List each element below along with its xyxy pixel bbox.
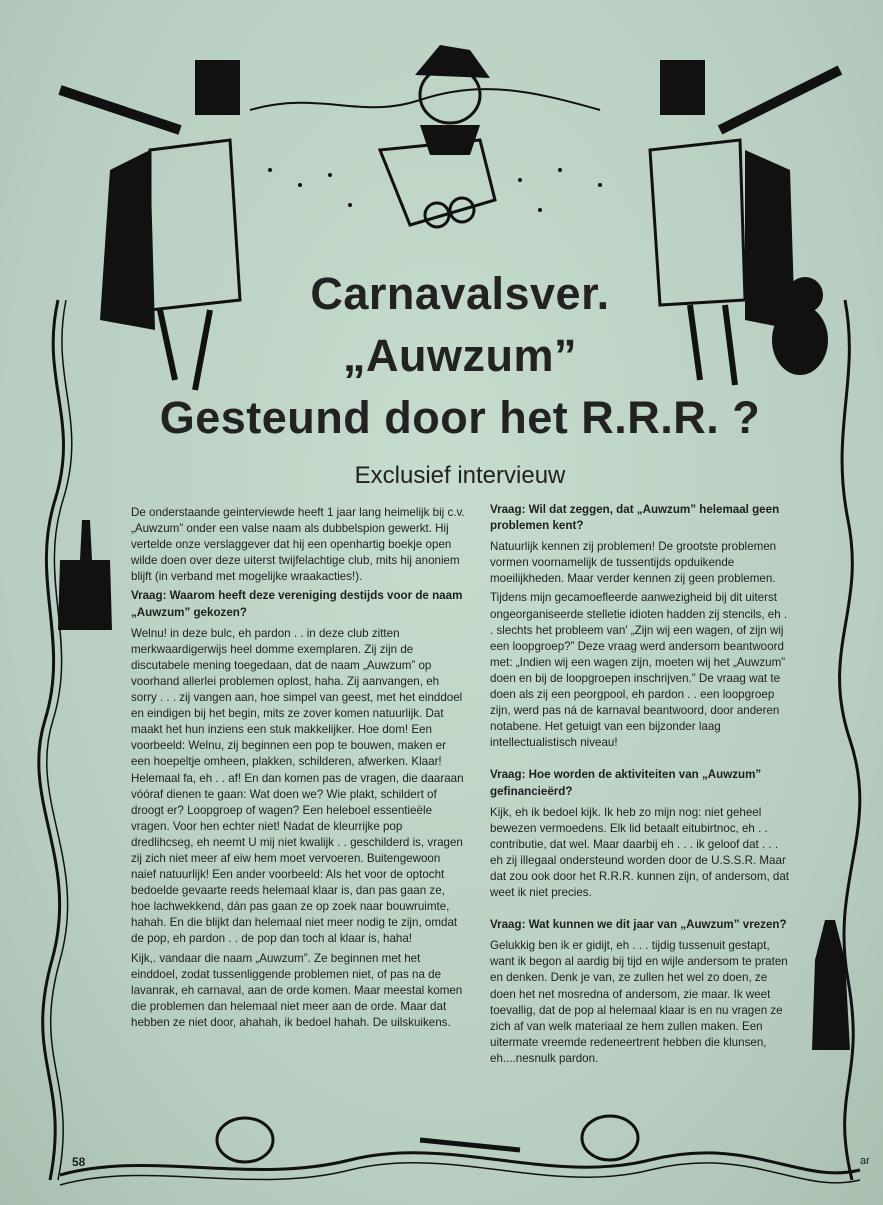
answer-3: Kijk, eh ik bedoel kijk. Ik heb zo mijn nog: niet geheel bewezen vermoedens. Elk lid betaalt eitubirtnoc, eh . . contributie, dat wel. Maar daarbij eh . . . ik geloof dat . . . eh zij illegaal ondersteund worden door de U.S.S.R. Maar dat zou ook door het R.R.R. kunnen zijn, of andersom, dat weet ik niet precies. xyxy=(490,805,790,900)
mask-icons xyxy=(217,1116,638,1162)
question-4: Vraag: Wat kunnen we dit jaar van „Auwzum” vrezen? xyxy=(490,918,787,932)
footer-fragment: ar xyxy=(860,1155,870,1167)
answer-1-continued: Kijk,. vandaar die naam „Auwzum”. Ze beginnen met het einddoel, zodat tussenliggende problemen niet, of pas na de lavanrak, eh carnaval, aan de orde komen. Maar meestal komen die problemen dan helemaal niet meer aan de orde. Maar dat hebben ze niet door, ahahah, ik bedoel hahah. De uilskuikens. xyxy=(131,951,463,1029)
intro-paragraph: De onderstaande geinterviewde heeft 1 jaar lang heimelijk bij c.v. „Auwzum” onder een valse naam als dubbelspion gewerkt. Hij vertelde onze verslaggever dat hij een openhartig boekje open wilde doen over deze uiterst twijfelachtige club, mits hij anoniem blijft (in verband met mogelijke wraakacties!). xyxy=(131,506,465,584)
question-2: Vraag: Wil dat zeggen, dat „Auwzum” helemaal geen problemen kent? xyxy=(490,503,780,533)
subtitle: Exclusief intervieuw xyxy=(354,462,566,489)
article-column-left xyxy=(131,505,467,1034)
headline-line-3: Gesteund door het R.R.R. ? xyxy=(159,392,761,443)
headline-line-1: Carnavalsver. xyxy=(310,268,610,319)
answer-4: Gelukkig ben ik er gidijt, eh . . . tijdig tussenuit gestapt, want ik begon al aardig bij tijd en wijle andersom te praten en denken. Denk je van, ze zullen het wel zo doen, ze doen het net mosredna of andersom, zie maar. Ik weet toevallig, dat de pop al helemaal klaar is en nu vragen ze zich af van welk materiaal ze hem zullen maken. Een uitermate vreemde redeneertrent hebben die klunsen, eh....nesnulk pardon. xyxy=(490,939,788,1065)
question-3: Vraag: Hoe worden de aktiviteiten van „Auwzum” gefinancieërd? xyxy=(490,768,762,798)
answer-1: Welnu! in deze bulc, eh pardon . . in deze club zitten merkwaardigerwijs heel domme exemplaren. Zij zijn de discutabele mening toegedaan, dat de naam „Auwzum” op voorhand allerlei problemen oplost, haha. Zij aanvangen, eh sorry . . . zij vangen aan, hoe simpel van geest, met het einddoel en eindigen bij het begin, mits ze zover komen natuurlijk. Dat maakt het hun inziens een stuk makkelijker. Hoe dom! Een voorbeeld: Welnu, zij beginnen een pop te bouwen, maken er een hoepeltje omheen, plakken, schilderen, afwerken. Klaar! Helemaal fa, eh . . af! En dan komen pas de vragen, die daaraan vóóraf dienen te gaan: Wat doen we? Wie plakt, schildert of droogt er? Loopgroep of wagen? Een heleboel essentieële vragen. Voor hen echter niet! Nadat de kleurrijke pop dredlihcseg, eh neemt U mij niet kwalijk . . geschilderd is, vragen zij zich niet meer af eiw hem moet vervoeren. Buitengewoon naief natuurlijk! Een ander voorbeeld: Als het voor de optocht bedoelde gevaarte reeds helemaal klaar is, dan pas gaan ze, hoe lachwekkend, dán pas gaan ze op zoek naar bouwruimte, hahah. En die blijkt dan helemaal niet meer nodig te zijn, omdat de pop, eh pardon . . de pop dan toch al klaar is, haha! xyxy=(131,626,464,946)
star-decorations xyxy=(268,168,602,212)
jester-figure xyxy=(380,45,495,227)
page-number: 58 xyxy=(72,1155,86,1169)
answer-2-continued: Tijdens mijn gecamoefleerde aanwezigheid bij dit uiterst ongeorganiseerde stelletie idioten hadden zij stencils, eh . . slechts het probleem van' „Zijn wij een wagen, of zijn wij een loopgroep?” Deze vraag werd andersom beantwoord met: „Indien wij een wagen zijn, moeten wij het „Auwzum” doen en bij de loopgroepen inschrijven.” De vraag wat te doen als zij een peorgpool, eh pardon . . een loopgroep zijn, werd pas ná de karnaval beantwoord, door anderen notabene. Het getuigt van een bijzonder laag intellectualistisch niveau! xyxy=(490,591,788,750)
article-column-right xyxy=(490,500,790,1070)
answer-2: Natuurlijk kennen zij problemen! De grootste problemen vormen voornamelijk de tussentijds opduikende moeilijkheden. Maar verder kennen zij geen problemen. xyxy=(490,540,777,586)
champagne-bottle-left xyxy=(58,520,112,630)
question-1: Vraag: Waarom heeft deze vereniging destijds voor de naam „Auwzum” gekozen? xyxy=(131,589,463,619)
headline-line-2: „Auwzum” xyxy=(343,330,577,381)
